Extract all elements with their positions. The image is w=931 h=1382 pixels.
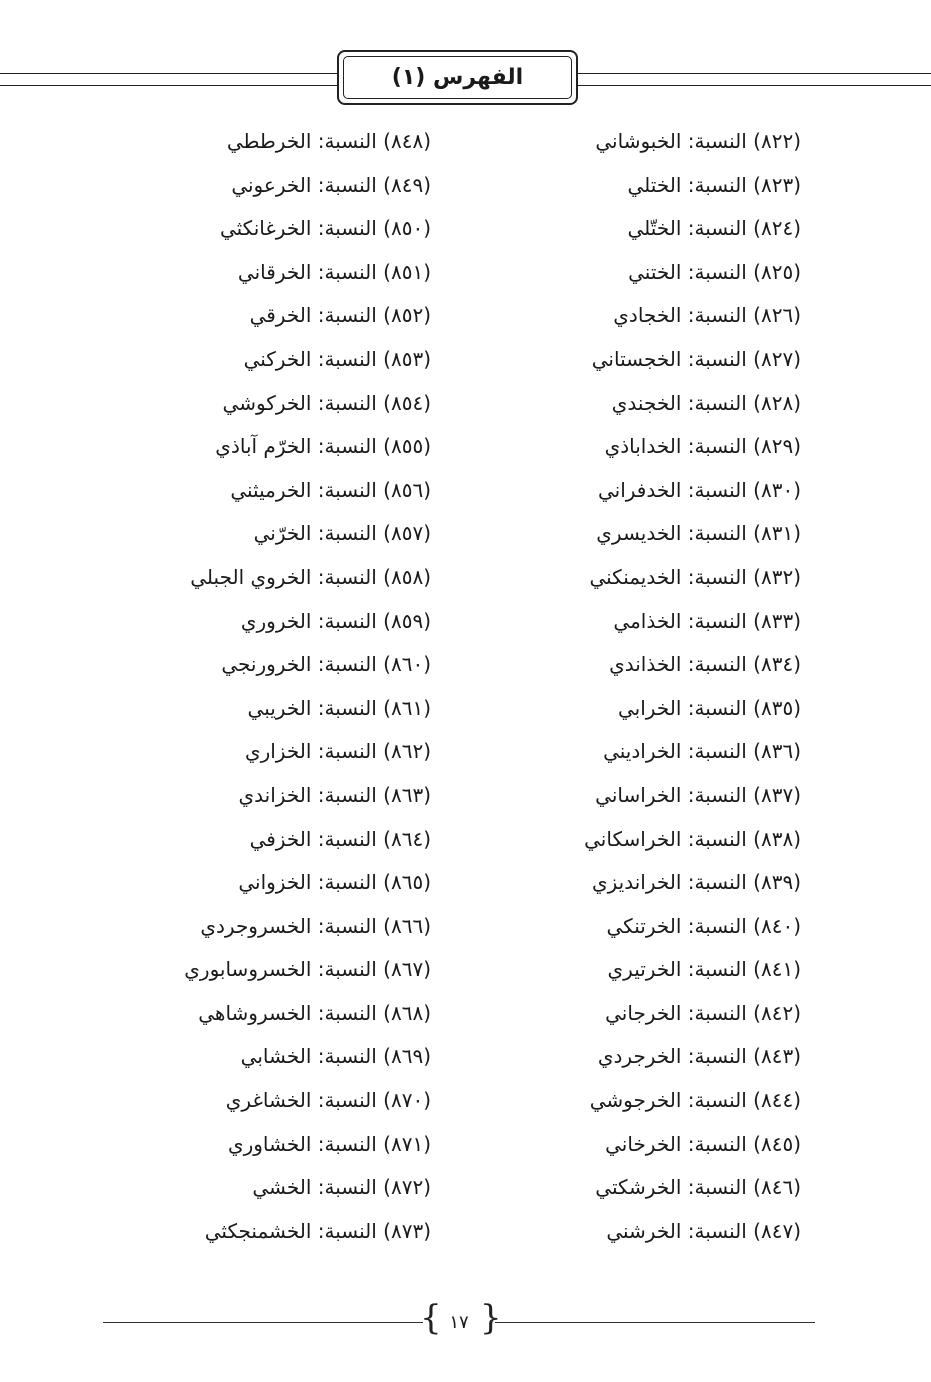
index-entry: (٨٥٧) النسبة: الخرّني (253, 521, 431, 546)
index-entry: (٨٤٧) النسبة: الخرشني (606, 1218, 801, 1243)
index-entry: (٨٥٥) النسبة: الخرّم آباذي (215, 434, 431, 459)
index-entry: (٨٢٩) النسبة: الخداباذي (604, 434, 801, 459)
index-entry: (٨٤٨) النسبة: الخرططي (226, 129, 431, 153)
index-entry: (٨٥١) النسبة: الخرقاني (237, 259, 431, 284)
index-entry: (٨٦٤) النسبة: الخزفي (249, 826, 431, 851)
footer-brace-left: { (420, 1298, 442, 1338)
index-entry: (٨٤٤) النسبة: الخرجوشي (589, 1088, 801, 1113)
index-column-right (441, 120, 801, 1253)
index-entry: (٨٥٠) النسبة: الخرغانكثي (219, 216, 431, 241)
index-entry: (٨٥٤) النسبة: الخركوشي (222, 390, 431, 415)
index-entry: (٨٧١) النسبة: الخشاوري (227, 1131, 431, 1156)
index-entry: (٨٤١) النسبة: الخرتيري (607, 957, 801, 982)
index-entry: (٨٥٦) النسبة: الخرميثني (230, 477, 431, 502)
footer-rule-right (495, 1322, 815, 1323)
index-entry: (٨٢٣) النسبة: الختلي (627, 172, 801, 197)
index-entry: (٨٤٠) النسبة: الخرتنكي (606, 913, 801, 938)
index-entry: (٨٤٢) النسبة: الخرجاني (605, 1000, 801, 1025)
index-entry: (٨٧٠) النسبة: الخشاغري (225, 1088, 431, 1113)
index-entry: (٨٢٢) النسبة: الخبوشاني (595, 129, 801, 153)
index-column-left (71, 120, 431, 1253)
index-entry: (٨٣٨) النسبة: الخراسكاني (584, 826, 801, 851)
index-entry: (٨٦٧) النسبة: الخسروسابوري (184, 957, 431, 982)
index-entry: (٨٦٢) النسبة: الخزاري (244, 739, 431, 764)
index-entry: (٨٣٤) النسبة: الخذاندي (609, 652, 801, 677)
index-entry: (٨٦٣) النسبة: الخزاندي (238, 782, 431, 807)
index-entry: (٨٦٥) النسبة: الخزواني (238, 870, 431, 895)
index-entry: (٨٣٠) النسبة: الخدفراني (597, 477, 801, 502)
index-entry: (٨٢٦) النسبة: الخجادي (613, 303, 801, 328)
index-entry: (٨٢٥) النسبة: الختني (628, 259, 801, 284)
index-entry: (٨٥٨) النسبة: الخروي الجبلي (190, 564, 431, 589)
index-entry: (٨٤٣) النسبة: الخرجردي (597, 1044, 801, 1069)
index-entry: (٨٦٦) النسبة: الخسروجردي (200, 913, 431, 938)
index-entry: (٨٥٣) النسبة: الخركني (243, 346, 431, 371)
index-entry: (٨٣٢) النسبة: الخديمنكني (589, 564, 801, 589)
index-entry: (٨٦١) النسبة: الخريبي (247, 695, 431, 720)
index-entry: (٨٧٣) النسبة: الخشمنجكثي (204, 1218, 431, 1243)
index-entry: (٨٣٥) النسبة: الخرابي (618, 695, 801, 720)
index-entry: (٨٣٣) النسبة: الخذامي (613, 608, 801, 633)
index-entry: (٨٢٨) النسبة: الخجندي (611, 390, 801, 415)
footer-brace-right: } (480, 1298, 502, 1338)
index-entry: (٨٥٢) النسبة: الخرقي (249, 303, 431, 328)
index-entry: (٨٤٩) النسبة: الخرعوني (231, 172, 431, 197)
index-entry: (٨٢٧) النسبة: الخجستاني (591, 346, 801, 371)
footer-rule-left (103, 1322, 423, 1323)
index-entry: (٨٧٢) النسبة: الخشي (252, 1175, 431, 1200)
index-entry: (٨٣١) النسبة: الخديسري (596, 521, 801, 546)
index-entry: (٨٦٨) النسبة: الخسروشاهي (198, 1000, 431, 1025)
index-entry: (٨٣٦) النسبة: الخراديني (603, 739, 801, 764)
index-entry: (٨٤٦) النسبة: الخرشكتي (595, 1175, 801, 1200)
page-number: ١٧ (449, 1311, 469, 1333)
index-entry: (٨٣٧) النسبة: الخراساني (595, 782, 801, 807)
index-entry: (٨٥٩) النسبة: الخروري (240, 608, 431, 633)
page-title: الفهرس (١) (343, 56, 572, 99)
index-entry: (٨٦٠) النسبة: الخرورنجي (221, 652, 431, 677)
header-title-frame (337, 50, 578, 105)
index-entry: (٨٣٩) النسبة: الخرانديزي (591, 870, 801, 895)
index-entry: (٨٢٤) النسبة: الختّلي (627, 216, 801, 241)
index-entry: (٨٦٩) النسبة: الخشابي (240, 1044, 431, 1069)
index-entry: (٨٤٥) النسبة: الخرخاني (605, 1131, 801, 1156)
